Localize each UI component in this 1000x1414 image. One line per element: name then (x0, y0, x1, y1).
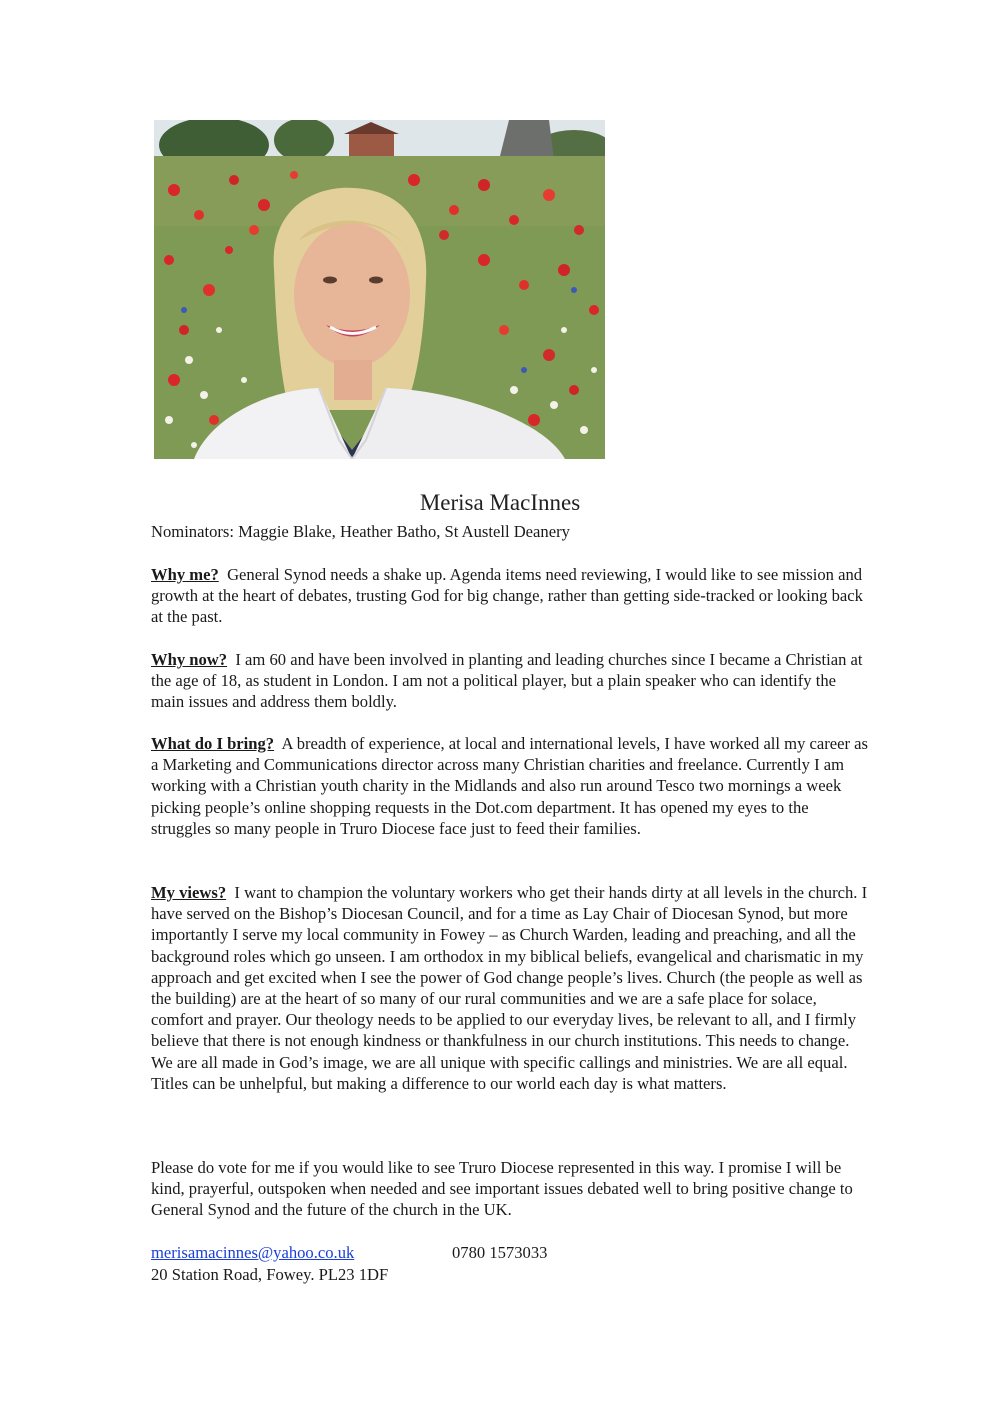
section-text: I want to champion the voluntary workers who get their hands dirty at all levels in the church. I have served on the Bishop’s Diocesan Council, and for a time as Lay Chair of Diocesan Synod, but more importantly I serve my local community in Fowey – as Church Warden, leading and preaching, and all the background roles which go unseen. I am orthodox in my biblical beliefs, evangelical and charismatic in my approach and get excited when I see the power of God change people’s lives. Church (the people as well as the building) are at the heart of so many of our rural communities and we are a safe place for solace, comfort and prayer. Our theology needs to be applied to our everyday lives, be relevant to all, and I firmly believe that there is not enough kindness or thankfulness in our church institutions. This needs to change. We are all made in God’s image, we are all unique with specific callings and ministries. We are all equal. Titles can be unhelpful, but making a difference to our world each day is what matters. (151, 883, 868, 1093)
phone-number: 0780 1573033 (452, 1243, 548, 1262)
section-heading: Why now? (151, 650, 228, 669)
candidate-name: Merisa MacInnes (419, 490, 581, 515)
section-text: General Synod needs a shake up. Agenda items need reviewing, I would like to see mission and growth at the heart of debates, trusting God for big change, rather than getting side-tracked or looking back at the past. (151, 565, 863, 627)
contact-block (151, 1242, 548, 1286)
email-link[interactable]: merisamacinnes@yahoo.co.uk (151, 1243, 355, 1262)
section-text: A breadth of experience, at local and international levels, I have worked all my career as a Marketing and Communications director across many Christian charities and freelance. Currently I am working with a Christian youth charity in the Midlands and also run around Tesco two mornings a week picking people’s online shopping requests in the Dot.com department. It has opened my eyes to the struggles so many people in Truro Diocese face just to feed their families. (151, 734, 869, 838)
section-heading: What do I bring? (151, 734, 275, 753)
section-text: I am 60 and have been involved in planting and leading churches since I became a Christian at the age of 18, as student in London. I am not a political player, but a plain speaker who can identify the main issues and address them boldly. (151, 650, 863, 712)
section-what-do-i-bring (151, 733, 871, 839)
section-why-me (151, 564, 871, 628)
closing-paragraph: Please do vote for me if you would like to see Truro Diocese represented in this way. I promise I will be kind, prayerful, outspoken when needed and see important issues debated well to bring positive change to General Synod and the future of the church in the UK. (151, 1158, 853, 1220)
postal-address: 20 Station Road, Fowey. PL23 1DF (151, 1265, 389, 1284)
candidate-photo (154, 120, 605, 459)
section-my-views (151, 882, 871, 1094)
section-why-now (151, 649, 871, 713)
section-heading: Why me? (151, 565, 219, 584)
section-heading: My views? (151, 883, 227, 902)
nominators-line: Nominators: Maggie Blake, Heather Batho, St Austell Deanery (151, 522, 570, 541)
